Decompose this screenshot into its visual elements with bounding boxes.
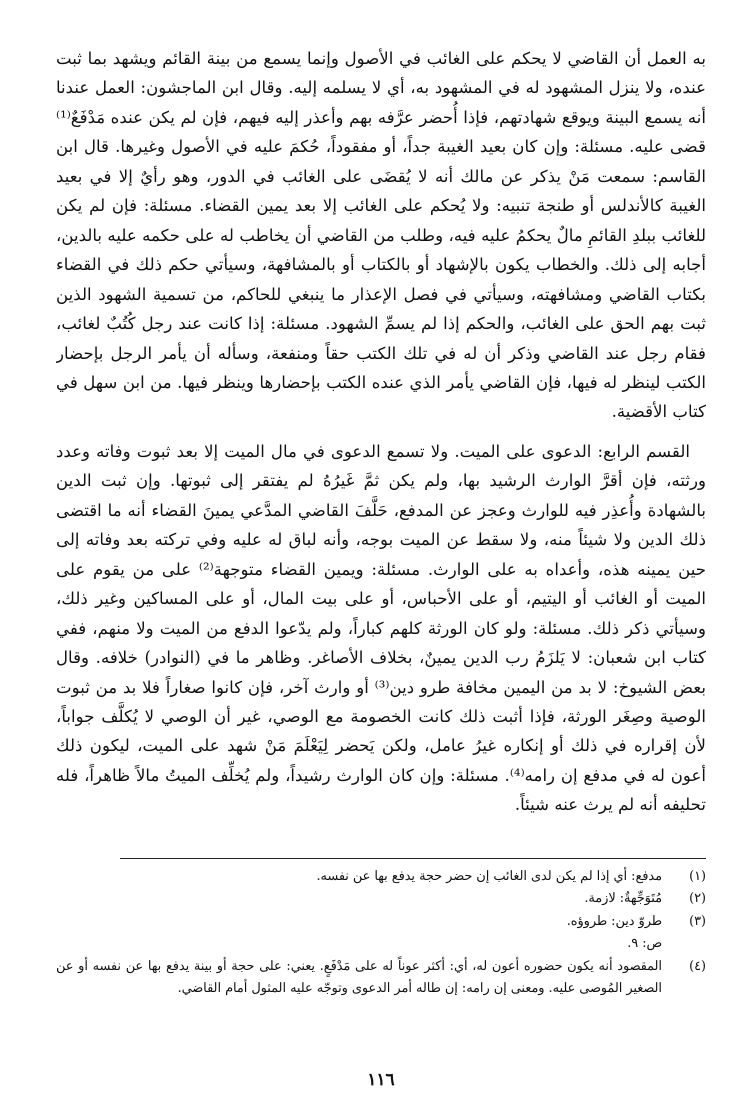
footnote-item <box>56 956 706 1001</box>
footnote-item <box>56 933 706 955</box>
footnote-item <box>56 911 706 933</box>
footnote-text: المقصود أنه يكون حضوره أعون له، أي: أكثر عوناً له على مَدْفَعٍ. يعني: على حجة أو بينة يدفع بها عن نفسه أو عن الصغير المُوصى عليه. ومعنى إن رامه: إن طاله أمر الدعوى وتوجّه عليه المثول أمام القاضي. <box>56 958 662 997</box>
footnote-item <box>56 888 706 910</box>
footnote-text: مدفع: أي إذا لم يكن لدى الغائب إن حضر حجة يدفع بها عن نفسه. <box>316 869 662 884</box>
body-paragraph-1: به العمل أن القاضي لا يحكم على الغائب في الأصول وإنما يسمع من بينة القائم ويشهد بما ثبت عنده، ولا ينزل المشهود له في المشهود به، أي لا يسلمه إليه. وقال ابن الماجشون: العمل عندنا أنه يسمع البينة ويوقع شهادتهم، فإذا أُحضر عرَّفه بهم وأعذر إليه فيهم، فإن لم يكن عنده مَدْفَعٌ⁽¹⁾ قضى عليه. مسئلة: وإن كان بعيد الغيبة جداً، أو مفقوداً، حُكمَ عليه في الأصول وغيرها. قال ابن القاسم: سمعت مَنْ يذكر عن مالك أنه لا يُقضَى على الغائب في الدور، وهو رأيٌ إلا في بعيد الغيبة كالأندلس أو طنجة تنبيه: ولا يُحكم على الغائب إلا بعد يمين القضاء. مسئلة: فإن لم يكن للغائب ببلدِ القائمِ مالٌ يحكمُ عليه فيه، وطلب من القاضي أن يخاطب له على حكمه عليه بالدين، أجابه إلى ذلك. والخطاب يكون بالإشهاد أو بالكتاب أو بالمشافهة، وسيأتي حكم ذلك في القضاء بكتاب القاضي ومشافهته، وسيأتي في فصل الإعذار ما ينبغي للحاكم، من تسمية الشهود الذين ثبت بهم الحق على الغائب، والحكم إذا لم يسمِّ الشهود. مسئلة: إذا كانت عند رجل كُتُبٌ لغائب، فقام رجل عند القاضي وذكر أن له في تلك الكتب حقاً ومنفعة، وسأله أن يأمر الرجل بإحضار الكتب لينظر له فيها، فإن القاضي يأمر الذي عنده الكتب بإحضارها وينظر فيها. من ابن سهل في كتاب الأقضية. <box>56 49 706 422</box>
footnote-item <box>56 866 706 888</box>
footnote-number: (٢) <box>689 891 706 907</box>
footnote-separator-line <box>120 858 706 859</box>
book-page <box>56 44 706 1090</box>
main-text-body <box>56 44 706 838</box>
footnote-number: (٤) <box>689 958 706 974</box>
footnotes-section <box>56 866 706 1000</box>
footnote-number: (١) <box>689 869 706 884</box>
footnote-text: ص: ٩. <box>627 936 662 952</box>
footnote-text: مُتَوَجِّهةٌ: لازمة. <box>584 891 662 907</box>
page-number: ١١٦ <box>367 1070 395 1090</box>
body-paragraph-2: القسم الرابع: الدعوى على الميت. ولا تسمع الدعوى في مال الميت إلا بعد ثبوت وفاته وعدد ورثته، فإن أقرَّ الوارث الرشيد بها، ولم يكن ثمَّ غَيرُهُ لم يفتقر إلى ثبوتها. وإن ثبت الدين بالشهادة وأُعذِر فيه للوارث وعجز عن المدفع، حَلَّفَ القاضي المدَّعي يمينَ القضاء أنه ما اقتضى ذلك الدين ولا شيئاً منه، ولا سقط عن الميت بوجه، وأنه لباق له عليه وفي تركته بعد وفاته إلى حين يمينه هذه، وأعداه به على الوارث. مسئلة: ويمين القضاء متوجهة⁽²⁾ على من يقوم على الميت أو الغائب أو اليتيم، أو على الأحباس، أو على بيت المال، أو على المساكين وغير ذلك، وسيأتي ذكر ذلك. مسئلة: ولو كان الورثة كلهم كباراً، ولم يدّعوا الدفع من الميت ولا منهم، ففي كتاب ابن شعبان: لا يَلزَمُ رب الدين يمينٌ، بخلاف الأصاغر. وظاهر ما في (النوادر) خلافه. وقال بعض الشيوخ: لا بد من اليمين مخافة طرو دين⁽³⁾ أو وارث آخر، فإن كانوا صغاراً فلا بد من ثبوت الوصية وصِغَر الورثة، فإذا أثبت ذلك كانت الخصومة مع الوصي، غير أن الوصي لا يُكلَّف جواباً، لأن إقراره في ذلك أو إنكاره غيرُ عامل، ولكن يَحضر لِيَعْلَمَ مَنْ شهد على الميت، ليكون ذلك أعون له في مدفع إن رامه⁽⁴⁾. مسئلة: وإن كان الوارث رشيداً، ولم يُخلِّف الميتُ مالاً ظاهراً، فله تحليفه أنه لم يرث عنه شيئاً. <box>56 441 706 815</box>
footnote-number: (٣) <box>689 913 706 929</box>
footnote-text: طروّ دين: طروؤه. <box>566 913 662 929</box>
